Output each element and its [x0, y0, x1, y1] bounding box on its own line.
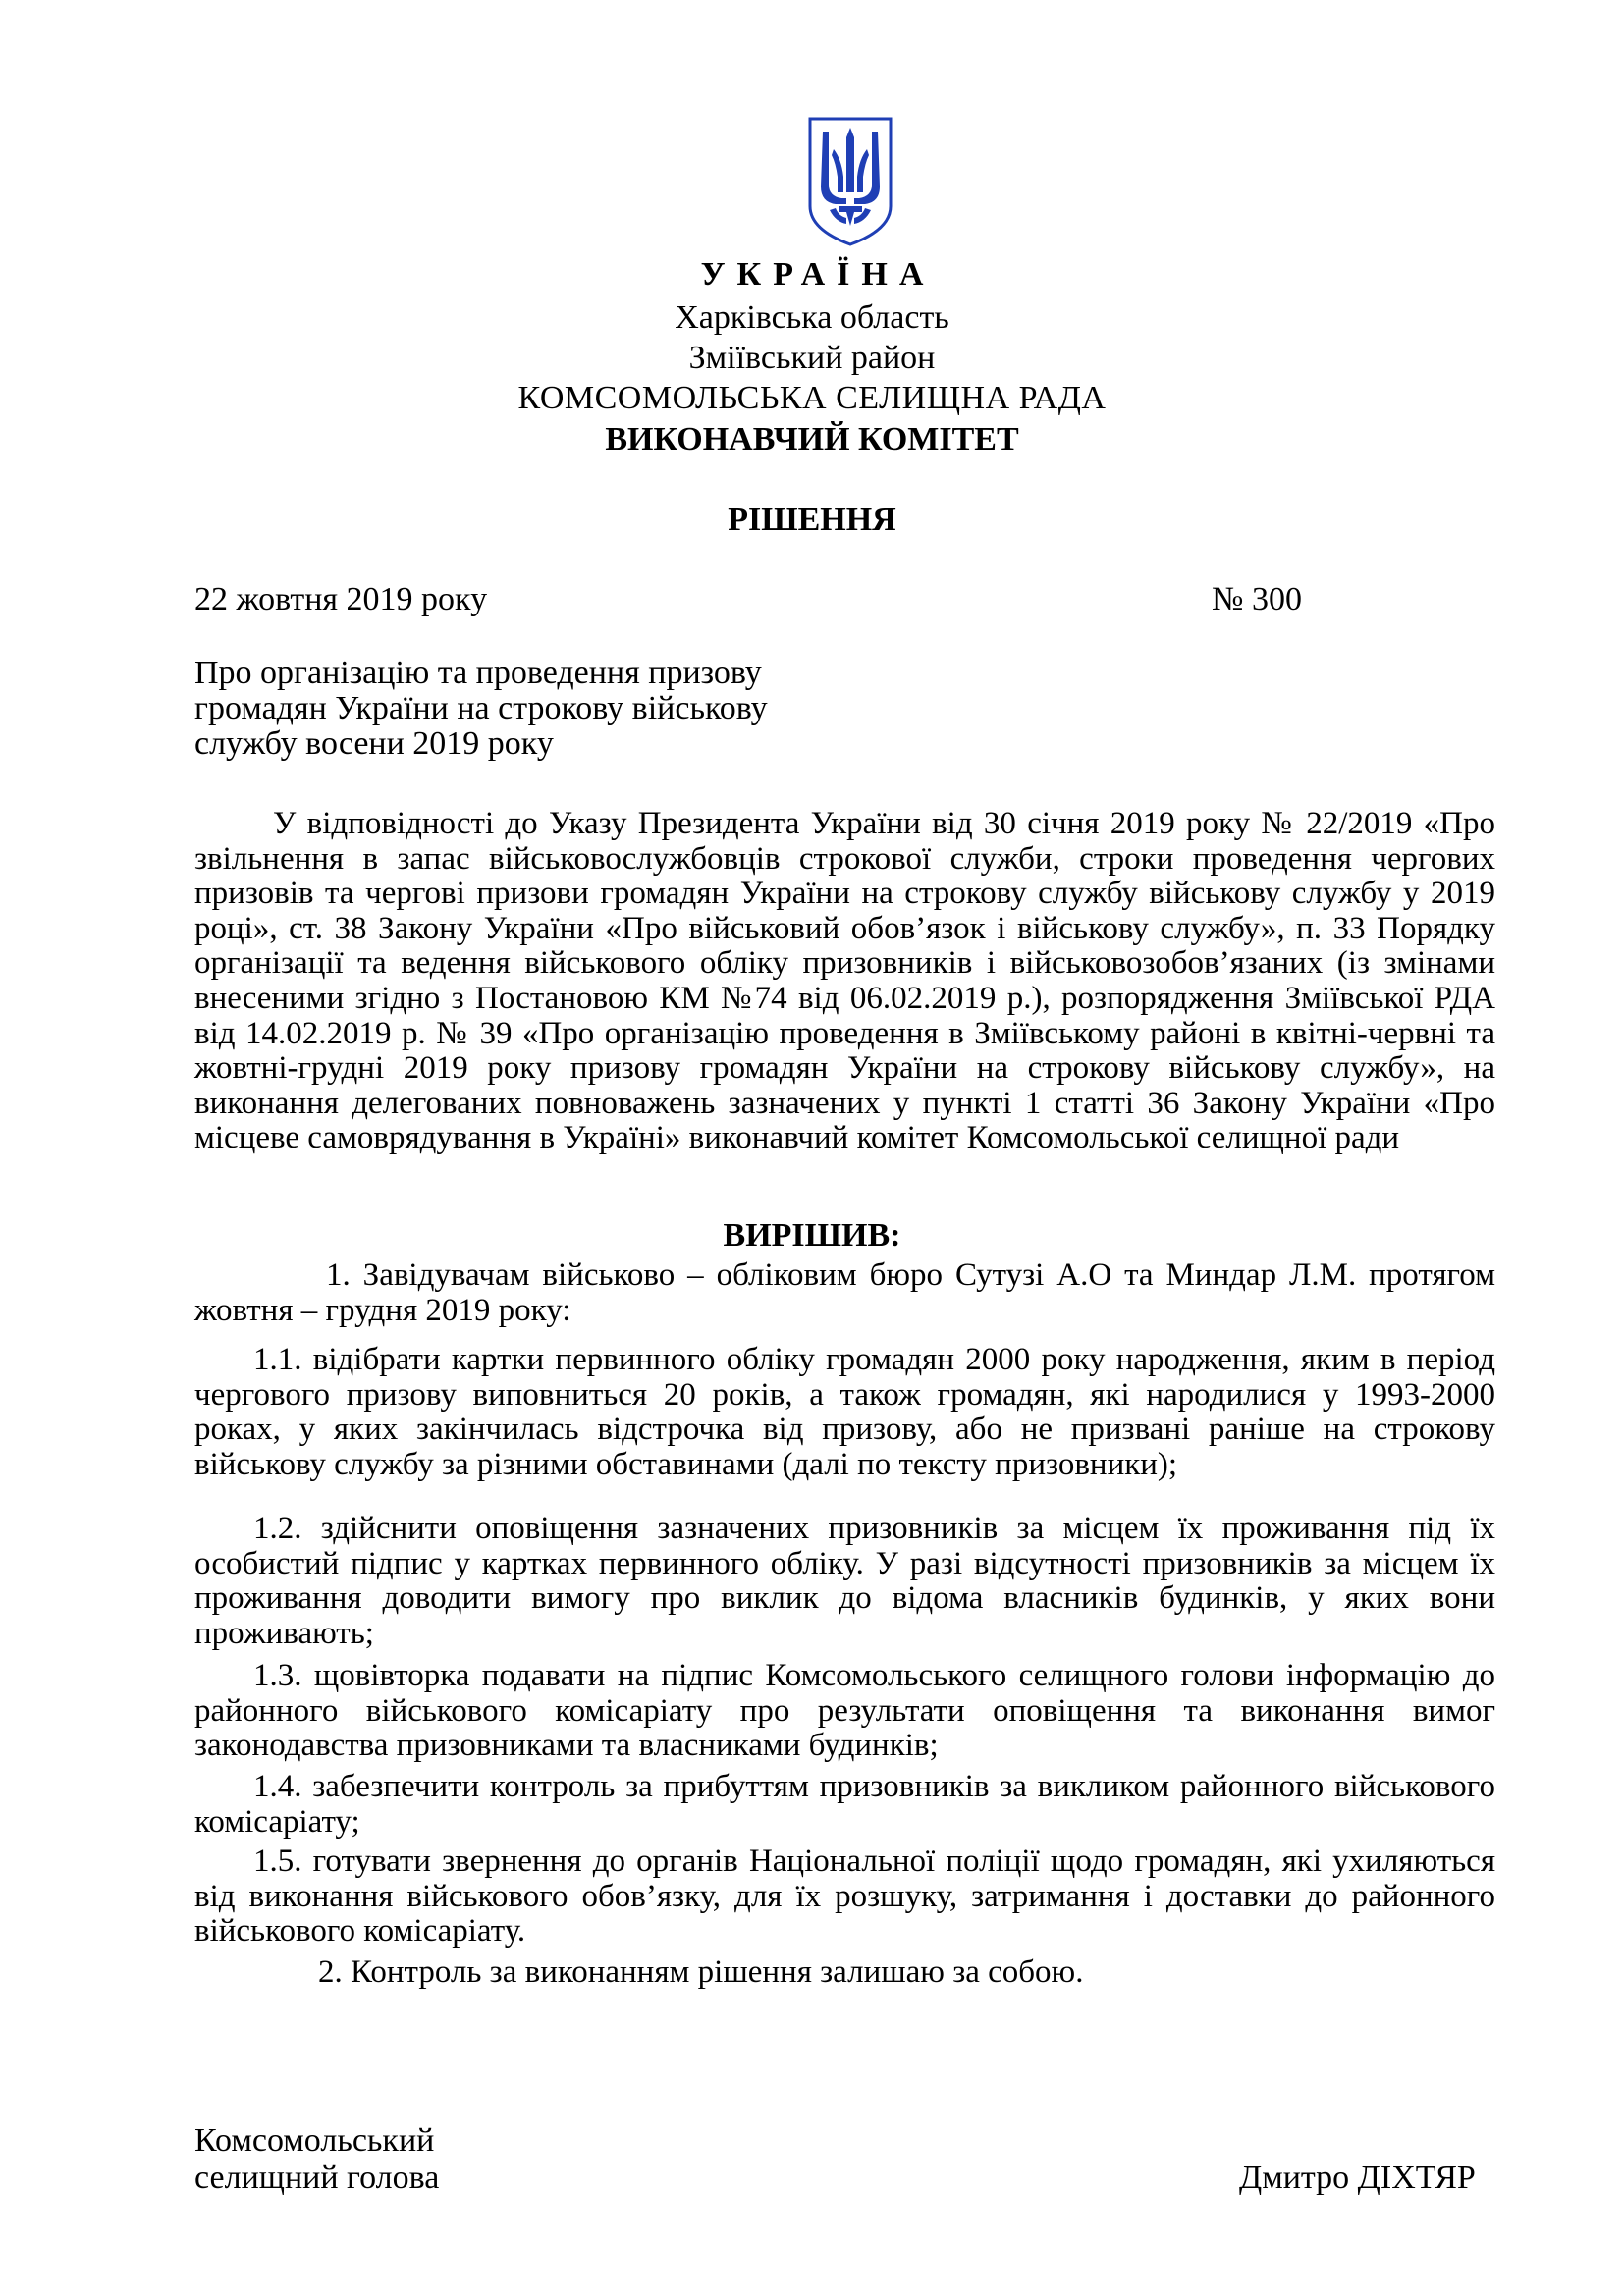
document-subject [194, 656, 768, 762]
signatory-position [194, 2122, 439, 2197]
country-title: УКРАЇНА [700, 256, 936, 293]
document-number: № 300 [1212, 581, 1302, 617]
decision-item-1-1: 1.1. відібрати картки первинного обліку громадян 2000 року народження, яким в період чергового призову виповниться 20 років, а також громадян, які народилися у 1993-2000 роках, у яких закінчилась відстрочка від призову, або не призвані раніше на строкову військову службу за різними обставинами (далі по тексту призовники); [194, 1342, 1495, 1482]
decision-item-1-3: 1.3. щовівторка подавати на підпис Комсомольського селищного голови інформацію до районного військового комісаріату про результати оповіщення та виконання вимог законодавства призовниками та власниками будинків; [194, 1658, 1495, 1764]
region-name: Харківська область [675, 299, 949, 336]
decision-item-1-2: 1.2. здійснити оповіщення зазначених призовників за місцем їх проживання під їх особистий підпис у картках первинного обліку. У разі відсутності призовників за місцем їх проживання доводити вимогу про виклик до відома власників будинків, у яких вони проживають; [194, 1511, 1495, 1651]
decided-heading: ВИРІШИВ: [723, 1217, 901, 1254]
decision-item-1-5: 1.5. готувати звернення до органів Національної поліції щодо громадян, які ухиляються від виконання військового обов’язку, для їх розшуку, затримання і доставки до районного військового комісаріату. [194, 1843, 1495, 1949]
district-name: Зміївський район [688, 340, 936, 376]
decision-item-1: 1. Завідувачам військово – обліковим бюро Сутузі А.О та Миндар Л.М. протягом жовтня – грудня 2019 року: [194, 1257, 1495, 1328]
position-line: селищний голова [194, 2160, 440, 2196]
subject-line: громадян України на строкову військову [194, 690, 768, 726]
date-number-row [194, 580, 1314, 619]
council-name: КОМСОМОЛЬСЬКА СЕЛИЩНА РАДА [517, 380, 1107, 416]
trident-emblem-icon [806, 116, 894, 247]
decision-item-2: 2. Контроль за виконанням рішення залишаю за собою. [318, 1954, 1084, 1990]
signatory-name: Дмитро ДІХТЯР [1239, 2160, 1476, 2196]
preamble-paragraph: У відповідності до Указу Президента України від 30 січня 2019 року № 22/2019 «Про звільнення в запас військовослужбовців строкової служби, строки проведення чергових призовів та чергові призови громадян України на строкову службу військову службу у 2019 році», ст. 38 Закону України «Про військовий обов’язок і військову службу», п. 33 Порядку організації та ведення військового обліку призовників і військовозобов’язаних (із змінами внесеними згідно з Постановою КМ №74 від 06.02.2019 р.), розпорядження Зміївської РДА від 14.02.2019 р. № 39 «Про організацію проведення в Зміївському районі в квітні-червні та жовтні-грудні 2019 року призову громадян України на строкову військову службу», на виконання делегованих повноважень зазначених у пункті 1 статті 36 Закону України «Про місцеве самоврядування в Україні» виконавчий комітет Комсомольської селищної ради [194, 806, 1495, 1156]
subject-line: службу восени 2019 року [194, 725, 554, 762]
document-date: 22 жовтня 2019 року [194, 581, 488, 617]
subject-line: Про організацію та проведення призову [194, 655, 762, 691]
committee-name: ВИКОНАВЧИЙ КОМІТЕТ [605, 421, 1019, 457]
document-type-title: РІШЕННЯ [728, 502, 896, 538]
position-line: Комсомольський [194, 2122, 435, 2159]
decision-item-1-4: 1.4. забезпечити контроль за прибуттям призовників за викликом районного військового комісаріату; [194, 1769, 1495, 1840]
